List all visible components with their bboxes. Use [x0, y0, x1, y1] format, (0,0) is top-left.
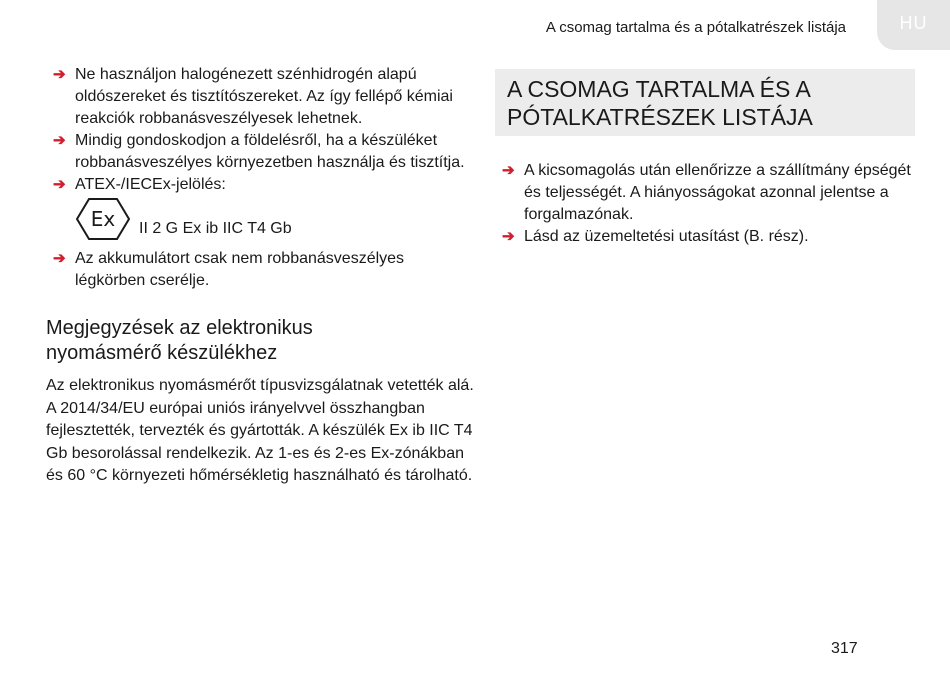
- list-item: [46, 248, 476, 292]
- ex-hexagon-icon: [75, 196, 131, 242]
- arrow-right-icon: ➔: [53, 132, 66, 149]
- list-item: [495, 226, 915, 248]
- chapter-heading: A CSOMAG TARTALMA ÉS A PÓTALKATRÉSZEK LISTÁJA: [495, 69, 915, 136]
- arrow-right-icon: ➔: [502, 228, 515, 245]
- page-number: 317: [831, 640, 858, 657]
- list-item: [46, 64, 476, 130]
- ex-marking: [75, 196, 476, 248]
- arrow-right-icon: ➔: [53, 176, 66, 193]
- language-tab: HU: [877, 0, 950, 50]
- list-item: [46, 130, 476, 174]
- safety-bullet-list: [46, 64, 476, 196]
- svg-text:Ex: Ex: [90, 207, 116, 231]
- bullet-text: Ne használjon halogénezett szénhidrogén alapú oldószereket és tisztítószereket. Az így fellépő kémiai reakciók robbanásveszélyesek lehetnek.: [75, 66, 453, 127]
- bullet-text: Lásd az üzemeltetési utasítást (B. rész).: [524, 228, 809, 245]
- left-column: [46, 64, 476, 488]
- list-item: [495, 160, 915, 226]
- ex-marking-code: II 2 G Ex ib IIC T4 Gb: [139, 220, 292, 237]
- body-paragraph: Az elektronikus nyomásmérőt típusvizsgálatnak vetették alá. A 2014/34/EU európai uniós irányelvvel összhangban fejlesztették, tervezték és gyártották. A készülék Ex ib IIC T4 Gb besorolással rendelkezik. Az 1-es és 2-es Ex-zónákban és 60 °C környezeti hőmérsékletig használható és tárolható.: [46, 377, 474, 484]
- list-item: [46, 174, 476, 196]
- arrow-right-icon: ➔: [53, 66, 66, 83]
- package-bullet-list: [495, 160, 915, 248]
- section-heading: Megjegyzések az elektronikus nyomásmérő készülékhez: [46, 317, 313, 364]
- bullet-text: Mindig gondoskodjon a földelésről, ha a készüléket robbanásveszélyes környezetben használja és tisztítja.: [75, 132, 465, 171]
- bullet-text: A kicsomagolás után ellenőrizze a szállítmány épségét és teljességét. A hiányosságokat azonnal jelentse a forgalmazónak.: [524, 162, 911, 223]
- arrow-right-icon: ➔: [53, 250, 66, 267]
- arrow-right-icon: ➔: [502, 162, 515, 179]
- right-column: [495, 69, 915, 248]
- bullet-text: ATEX-/IECEx-jelölés:: [75, 176, 226, 193]
- bullet-text: Az akkumulátort csak nem robbanásveszélyes légkörben cserélje.: [75, 250, 405, 289]
- running-header-title: A csomag tartalma és a pótalkatrészek listája: [545, 19, 846, 36]
- battery-bullet-list: [46, 248, 476, 292]
